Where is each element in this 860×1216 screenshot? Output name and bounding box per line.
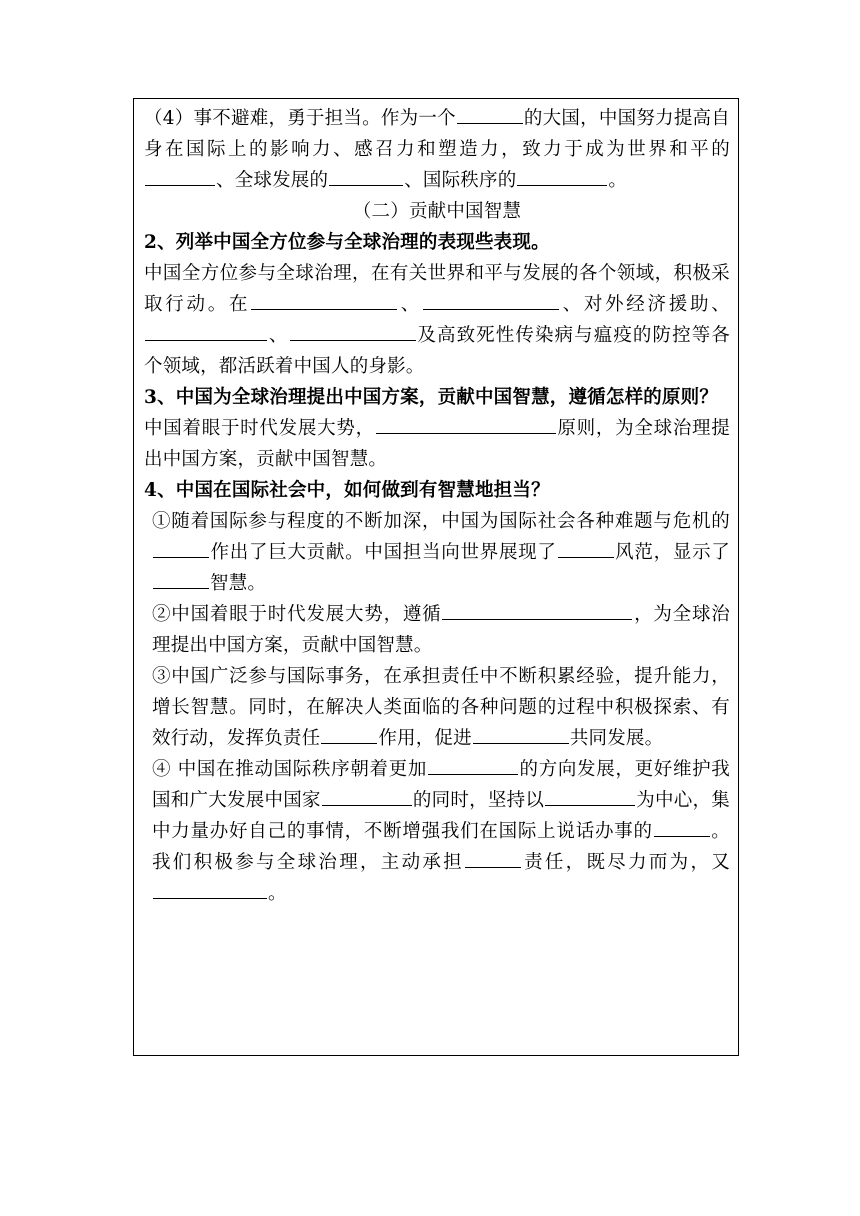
blank-field[interactable]	[465, 850, 521, 868]
blank-field[interactable]	[153, 881, 267, 899]
worksheet-content	[144, 103, 730, 909]
text: 。	[608, 170, 628, 191]
text: 、国际秩序的	[404, 170, 517, 191]
blank-field[interactable]	[545, 788, 635, 806]
text: ③中国广泛参与国际事务，在承担责任中不断积累经验，提升能力，增长智慧。同时，在解决人类面临的各种问题的过程中积极探索、有效行动，发挥负责任	[152, 666, 730, 749]
text: 、对外经济援助、	[560, 294, 730, 315]
question-4-item-3	[144, 661, 730, 754]
blank-field[interactable]	[145, 168, 215, 186]
blank-field[interactable]	[251, 292, 397, 310]
text: 责任，既尽力而为，又	[521, 852, 730, 873]
blank-field[interactable]	[517, 168, 607, 186]
blank-field[interactable]	[329, 168, 403, 186]
question-3-answer	[144, 413, 730, 475]
text: ①随着国际参与程度的不断加深，中国为国际社会各种难题与危机的	[152, 511, 730, 532]
blank-field[interactable]	[376, 416, 556, 434]
text: 作出了巨大贡献。中国担当向世界展现了	[210, 542, 557, 563]
text: 、	[398, 294, 423, 315]
blank-field[interactable]	[290, 323, 416, 341]
text: 中国着眼于时代发展大势，	[144, 418, 375, 439]
text: 风范，显示了	[614, 542, 730, 563]
blank-field[interactable]	[457, 106, 523, 124]
text: 及高致死性传染病与瘟疫的防控等各个领域，都活跃着中国人的身影。	[144, 325, 731, 377]
text: 。	[268, 883, 287, 904]
text: 中国全方位参与全球治理，在有关世界和平与发展的各个领域，积极采取行动。在	[144, 263, 730, 315]
text: 、	[268, 325, 289, 346]
text: 的大国，中国努力提高自身在国际上的影响力、感召力和塑造力，致力于成为世界和平的	[144, 108, 731, 160]
question-4-item-1	[144, 506, 730, 599]
question-4-title: 4、中国在国际社会中，如何做到有智慧地担当？	[144, 480, 550, 501]
blank-field[interactable]	[322, 788, 412, 806]
text: 原则，为全球治理提出中国方案，贡献中国智慧。	[144, 418, 730, 470]
text: 、全球发展的	[216, 170, 329, 191]
blank-field[interactable]	[423, 292, 559, 310]
text: 为中心，集中力量办好自己的事情，不断增强我们在国际上说话办事的	[152, 790, 730, 842]
text: 共同发展。	[569, 728, 664, 749]
question-2-title: 2、列举中国全方位参与全球治理的表现些表现。	[144, 232, 550, 253]
question-3-title: 3、中国为全球治理提出中国方案，贡献中国智慧，遵循怎样的原则？	[144, 387, 719, 408]
text: ，为全球治理提出中国方案，贡献中国智慧。	[152, 604, 730, 656]
blank-field[interactable]	[442, 602, 632, 620]
question-4-item-4	[144, 754, 730, 909]
text: 作用，促进	[378, 728, 472, 749]
blank-field[interactable]	[321, 726, 377, 744]
text: ②中国着眼于时代发展大势，遵循	[152, 604, 442, 625]
blank-field[interactable]	[558, 540, 614, 558]
text: （4）事不避难，勇于担当。作为一个	[144, 108, 456, 129]
question-4-item-2	[144, 599, 730, 661]
worksheet-box	[133, 98, 739, 1056]
blank-field[interactable]	[153, 540, 209, 558]
blank-field[interactable]	[428, 757, 518, 775]
text: 智慧。	[210, 573, 267, 594]
blank-field[interactable]	[654, 819, 710, 837]
text: 。我们积极参与全球治理，主动承担	[152, 821, 731, 873]
item-4-paragraph	[144, 103, 730, 196]
blank-field[interactable]	[473, 726, 569, 744]
section-title: （二）贡献中国智慧	[352, 201, 522, 222]
blank-field[interactable]	[153, 571, 209, 589]
text: 的同时，坚持以	[412, 790, 545, 811]
blank-field[interactable]	[145, 323, 267, 341]
text: ④ 中国在推动国际秩序朝着更加	[152, 759, 428, 780]
text: 的方向发展，更好维护我国和广大发展中国家	[152, 759, 730, 811]
question-2-answer	[144, 258, 730, 382]
